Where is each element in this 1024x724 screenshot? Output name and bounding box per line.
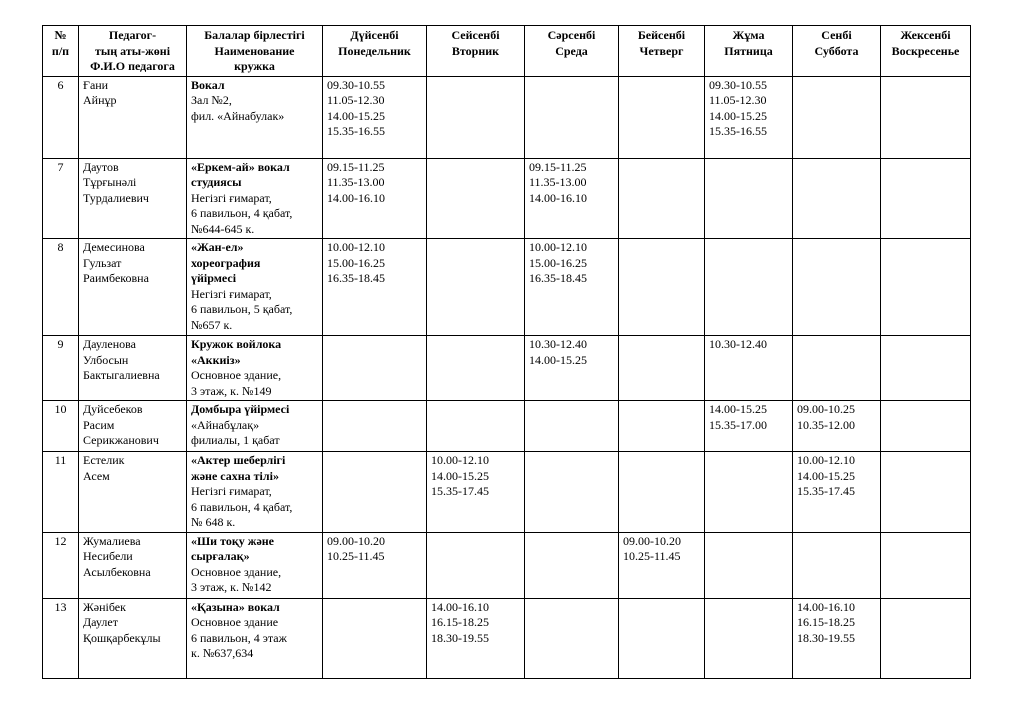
cell-line: хореография xyxy=(191,255,261,270)
header-teacher: Педагог- тың аты-жөні Ф.И.О педагога xyxy=(79,26,187,77)
cell-line: 11.05-12.30 xyxy=(327,93,385,107)
cell-line: «Жан-ел» xyxy=(191,240,244,254)
cell-line: 6 павильон, 4 этаж xyxy=(191,630,287,645)
schedule-friday xyxy=(705,401,793,452)
schedule-table xyxy=(42,25,971,679)
cell-line: 11.35-13.00 xyxy=(529,175,587,189)
schedule-wednesday xyxy=(525,336,619,401)
cell-line: Домбыра үйірмесі xyxy=(191,402,290,416)
schedule-sunday xyxy=(881,76,971,158)
cell-line: Ғани xyxy=(83,77,109,92)
cell-line: 10.30-12.40 xyxy=(529,337,587,351)
schedule-saturday xyxy=(793,158,881,239)
schedule-saturday xyxy=(793,336,881,401)
schedule-thursday xyxy=(619,336,705,401)
teacher-name xyxy=(79,336,187,401)
cell-line: «Қазына» вокал xyxy=(191,599,280,614)
cell-line: 15.35-16.55 xyxy=(327,124,385,138)
cell-line: 14.00-15.25 xyxy=(797,468,855,483)
schedule-thursday xyxy=(619,76,705,158)
cell-line: Дуйсебеков xyxy=(83,402,143,416)
schedule-saturday xyxy=(793,76,881,158)
row-number: 9 xyxy=(43,336,79,401)
cell-line: «Еркем-ай» вокал xyxy=(191,159,290,174)
table-row xyxy=(43,158,971,239)
cell-line: 6 павильон, 4 қабат, xyxy=(191,499,293,514)
schedule-friday xyxy=(705,532,793,598)
schedule-monday xyxy=(323,336,427,401)
schedule-wednesday xyxy=(525,598,619,678)
table-row xyxy=(43,532,971,598)
row-number: 13 xyxy=(43,598,79,678)
cell-line: Основное здание, xyxy=(191,368,282,382)
schedule-friday xyxy=(705,158,793,239)
teacher-name xyxy=(79,598,187,678)
schedule-tuesday xyxy=(427,76,525,158)
schedule-saturday xyxy=(793,401,881,452)
club-name xyxy=(187,239,323,336)
schedule-tuesday xyxy=(427,598,525,678)
header-wednesday: Сәрсенбі Среда xyxy=(525,26,619,77)
cell-line: Несибели xyxy=(83,549,133,563)
cell-line: 14.00-16.10 xyxy=(797,599,855,614)
cell-line: 18.30-19.55 xyxy=(431,630,489,645)
cell-line: Асем xyxy=(83,468,110,483)
cell-line: 09.00-10.20 xyxy=(623,533,681,548)
header-thursday: Бейсенбі Четверг xyxy=(619,26,705,77)
cell-line: 16.15-18.25 xyxy=(431,615,489,629)
schedule-sunday xyxy=(881,452,971,533)
schedule-monday xyxy=(323,158,427,239)
table-row xyxy=(43,76,971,158)
cell-line: 14.00-15.25 xyxy=(529,352,587,367)
cell-line: 10.30-12.40 xyxy=(709,337,767,351)
schedule-sunday xyxy=(881,336,971,401)
cell-line: Тұрғынәлі xyxy=(83,175,137,189)
table-row xyxy=(43,239,971,336)
cell-line: фил. «Айнабулак» xyxy=(191,108,285,123)
schedule-tuesday xyxy=(427,532,525,598)
cell-line: №657 к. xyxy=(191,317,233,332)
schedule-sunday xyxy=(881,158,971,239)
cell-line: 10.25-11.45 xyxy=(623,549,681,563)
schedule-monday xyxy=(323,239,427,336)
schedule-friday xyxy=(705,239,793,336)
cell-line: Естелик xyxy=(83,453,125,467)
cell-line: Негізгі ғимарат, xyxy=(191,484,272,498)
cell-line: 09.00-10.20 xyxy=(327,533,385,548)
cell-line: «Ши тоқу және xyxy=(191,533,275,548)
schedule-friday xyxy=(705,336,793,401)
cell-line: 09.15-11.25 xyxy=(327,159,385,174)
cell-line: Раимбековна xyxy=(83,271,149,285)
cell-line: 6 павильон, 4 қабат, xyxy=(191,206,293,220)
cell-line: 10.00-12.10 xyxy=(327,240,385,254)
schedule-friday xyxy=(705,76,793,158)
schedule-saturday xyxy=(793,598,881,678)
table-row xyxy=(43,401,971,452)
table-row xyxy=(43,336,971,401)
club-name xyxy=(187,452,323,533)
cell-line: Даутов xyxy=(83,159,119,174)
schedule-body xyxy=(43,76,971,678)
row-number: 7 xyxy=(43,158,79,239)
schedule-monday xyxy=(323,452,427,533)
cell-line: 18.30-19.55 xyxy=(797,630,855,645)
schedule-monday xyxy=(323,532,427,598)
cell-line: Расим xyxy=(83,417,115,432)
cell-line: Турдалиевич xyxy=(83,190,149,205)
header-monday: Дүйсенбі Понедельник xyxy=(323,26,427,77)
cell-line: 14.00-15.25 xyxy=(431,468,489,483)
cell-line: Даулет xyxy=(83,615,118,629)
cell-line: 15.35-17.45 xyxy=(797,484,855,498)
schedule-wednesday xyxy=(525,158,619,239)
cell-line: №644-645 к. xyxy=(191,221,255,236)
schedule-thursday xyxy=(619,532,705,598)
row-number: 6 xyxy=(43,76,79,158)
cell-line: 09.00-10.25 xyxy=(797,402,855,416)
header-num: № п/п xyxy=(43,26,79,77)
header-club: Балалар бірлестігі Наименование кружка xyxy=(187,26,323,77)
cell-line: 10.00-12.10 xyxy=(529,240,587,254)
cell-line: Бактыгалиевна xyxy=(83,368,160,382)
cell-line: 09.30-10.55 xyxy=(327,77,385,92)
club-name xyxy=(187,401,323,452)
schedule-thursday xyxy=(619,401,705,452)
cell-line: үйірмесі xyxy=(191,271,237,285)
schedule-tuesday xyxy=(427,401,525,452)
cell-line: 15.00-16.25 xyxy=(327,255,385,270)
schedule-saturday xyxy=(793,532,881,598)
cell-line: Кружок войлока xyxy=(191,337,282,351)
cell-line: Жәнібек xyxy=(83,599,126,614)
cell-line: 15.35-17.00 xyxy=(709,417,767,432)
schedule-thursday xyxy=(619,158,705,239)
schedule-wednesday xyxy=(525,452,619,533)
cell-line: Дауленова xyxy=(83,337,136,351)
cell-line: 6 павильон, 5 қабат, xyxy=(191,302,293,316)
club-name xyxy=(187,158,323,239)
cell-line: 16.15-18.25 xyxy=(797,615,855,629)
schedule-friday xyxy=(705,452,793,533)
cell-line: 10.00-12.10 xyxy=(797,453,855,467)
cell-line: Улбосын xyxy=(83,352,129,367)
teacher-name xyxy=(79,239,187,336)
schedule-tuesday xyxy=(427,336,525,401)
teacher-name xyxy=(79,532,187,598)
schedule-wednesday xyxy=(525,76,619,158)
row-number: 10 xyxy=(43,401,79,452)
cell-line: сырғалақ» xyxy=(191,549,250,563)
cell-line: 15.35-16.55 xyxy=(709,124,767,138)
header-sunday: Жексенбі Воскресенье xyxy=(881,26,971,77)
cell-line: № 648 к. xyxy=(191,515,236,529)
schedule-saturday xyxy=(793,452,881,533)
schedule-saturday xyxy=(793,239,881,336)
cell-line: студиясы xyxy=(191,175,242,189)
table-row xyxy=(43,598,971,678)
cell-line: Жумалиева xyxy=(83,533,141,548)
cell-line: Қошқарбекұлы xyxy=(83,630,161,645)
cell-line: Негізгі ғимарат, xyxy=(191,190,272,205)
teacher-name xyxy=(79,452,187,533)
schedule-monday xyxy=(323,401,427,452)
row-number: 12 xyxy=(43,532,79,598)
schedule-sunday xyxy=(881,598,971,678)
schedule-sunday xyxy=(881,239,971,336)
table-row xyxy=(43,452,971,533)
teacher-name xyxy=(79,401,187,452)
schedule-wednesday xyxy=(525,532,619,598)
club-name xyxy=(187,598,323,678)
row-number: 11 xyxy=(43,452,79,533)
cell-line: Серикжанович xyxy=(83,433,159,447)
cell-line: 14.00-15.25 xyxy=(709,108,767,123)
schedule-monday xyxy=(323,598,427,678)
cell-line: 14.00-16.10 xyxy=(431,599,489,614)
cell-line: 14.00-15.25 xyxy=(709,402,767,416)
club-name xyxy=(187,76,323,158)
cell-line: 09.30-10.55 xyxy=(709,77,767,92)
cell-line: 3 этаж, к. №149 xyxy=(191,383,272,398)
schedule-tuesday xyxy=(427,239,525,336)
club-name xyxy=(187,336,323,401)
schedule-thursday xyxy=(619,452,705,533)
schedule-thursday xyxy=(619,239,705,336)
club-name xyxy=(187,532,323,598)
cell-line: 15.35-17.45 xyxy=(431,484,489,498)
cell-line: Айнұр xyxy=(83,93,117,107)
cell-line: «Актер шеберлігі xyxy=(191,453,286,467)
cell-line: Демесинова xyxy=(83,240,145,254)
cell-line: Зал №2, xyxy=(191,93,232,107)
cell-line: 15.00-16.25 xyxy=(529,255,587,270)
schedule-tuesday xyxy=(427,158,525,239)
teacher-name xyxy=(79,76,187,158)
schedule-sunday xyxy=(881,532,971,598)
cell-line: «Айнабұлақ» xyxy=(191,417,260,432)
cell-line: 16.35-18.45 xyxy=(529,271,587,285)
schedule-header xyxy=(43,26,971,77)
cell-line: Основное здание, xyxy=(191,564,282,579)
header-tuesday: Сейсенбі Вторник xyxy=(427,26,525,77)
header-saturday: Сенбі Суббота xyxy=(793,26,881,77)
cell-line: филиалы, 1 қабат xyxy=(191,433,280,447)
cell-line: 09.15-11.25 xyxy=(529,159,587,174)
schedule-friday xyxy=(705,598,793,678)
schedule-wednesday xyxy=(525,239,619,336)
cell-line: Асылбековна xyxy=(83,564,151,579)
row-number: 8 xyxy=(43,239,79,336)
cell-line: Гульзат xyxy=(83,255,122,270)
cell-line: 10.25-11.45 xyxy=(327,549,385,563)
teacher-name xyxy=(79,158,187,239)
cell-line: 16.35-18.45 xyxy=(327,271,385,285)
header-friday: Жұма Пятница xyxy=(705,26,793,77)
schedule-wednesday xyxy=(525,401,619,452)
cell-line: 14.00-15.25 xyxy=(327,108,385,123)
cell-line: 14.00-16.10 xyxy=(529,190,587,205)
schedule-tuesday xyxy=(427,452,525,533)
cell-line: 11.05-12.30 xyxy=(709,93,767,107)
schedule-monday xyxy=(323,76,427,158)
cell-line: 3 этаж, к. №142 xyxy=(191,580,272,594)
cell-line: 10.35-12.00 xyxy=(797,417,855,432)
schedule-thursday xyxy=(619,598,705,678)
cell-line: Основное здание xyxy=(191,615,279,629)
cell-line: «Аккиіз» xyxy=(191,352,241,367)
schedule-sunday xyxy=(881,401,971,452)
cell-line: 11.35-13.00 xyxy=(327,175,385,189)
cell-line: Вокал xyxy=(191,77,225,92)
cell-line: 14.00-16.10 xyxy=(327,190,385,205)
cell-line: к. №637,634 xyxy=(191,646,254,660)
cell-line: және сахна тілі» xyxy=(191,468,279,483)
cell-line: 10.00-12.10 xyxy=(431,453,489,467)
cell-line: Негізгі ғимарат, xyxy=(191,286,272,301)
